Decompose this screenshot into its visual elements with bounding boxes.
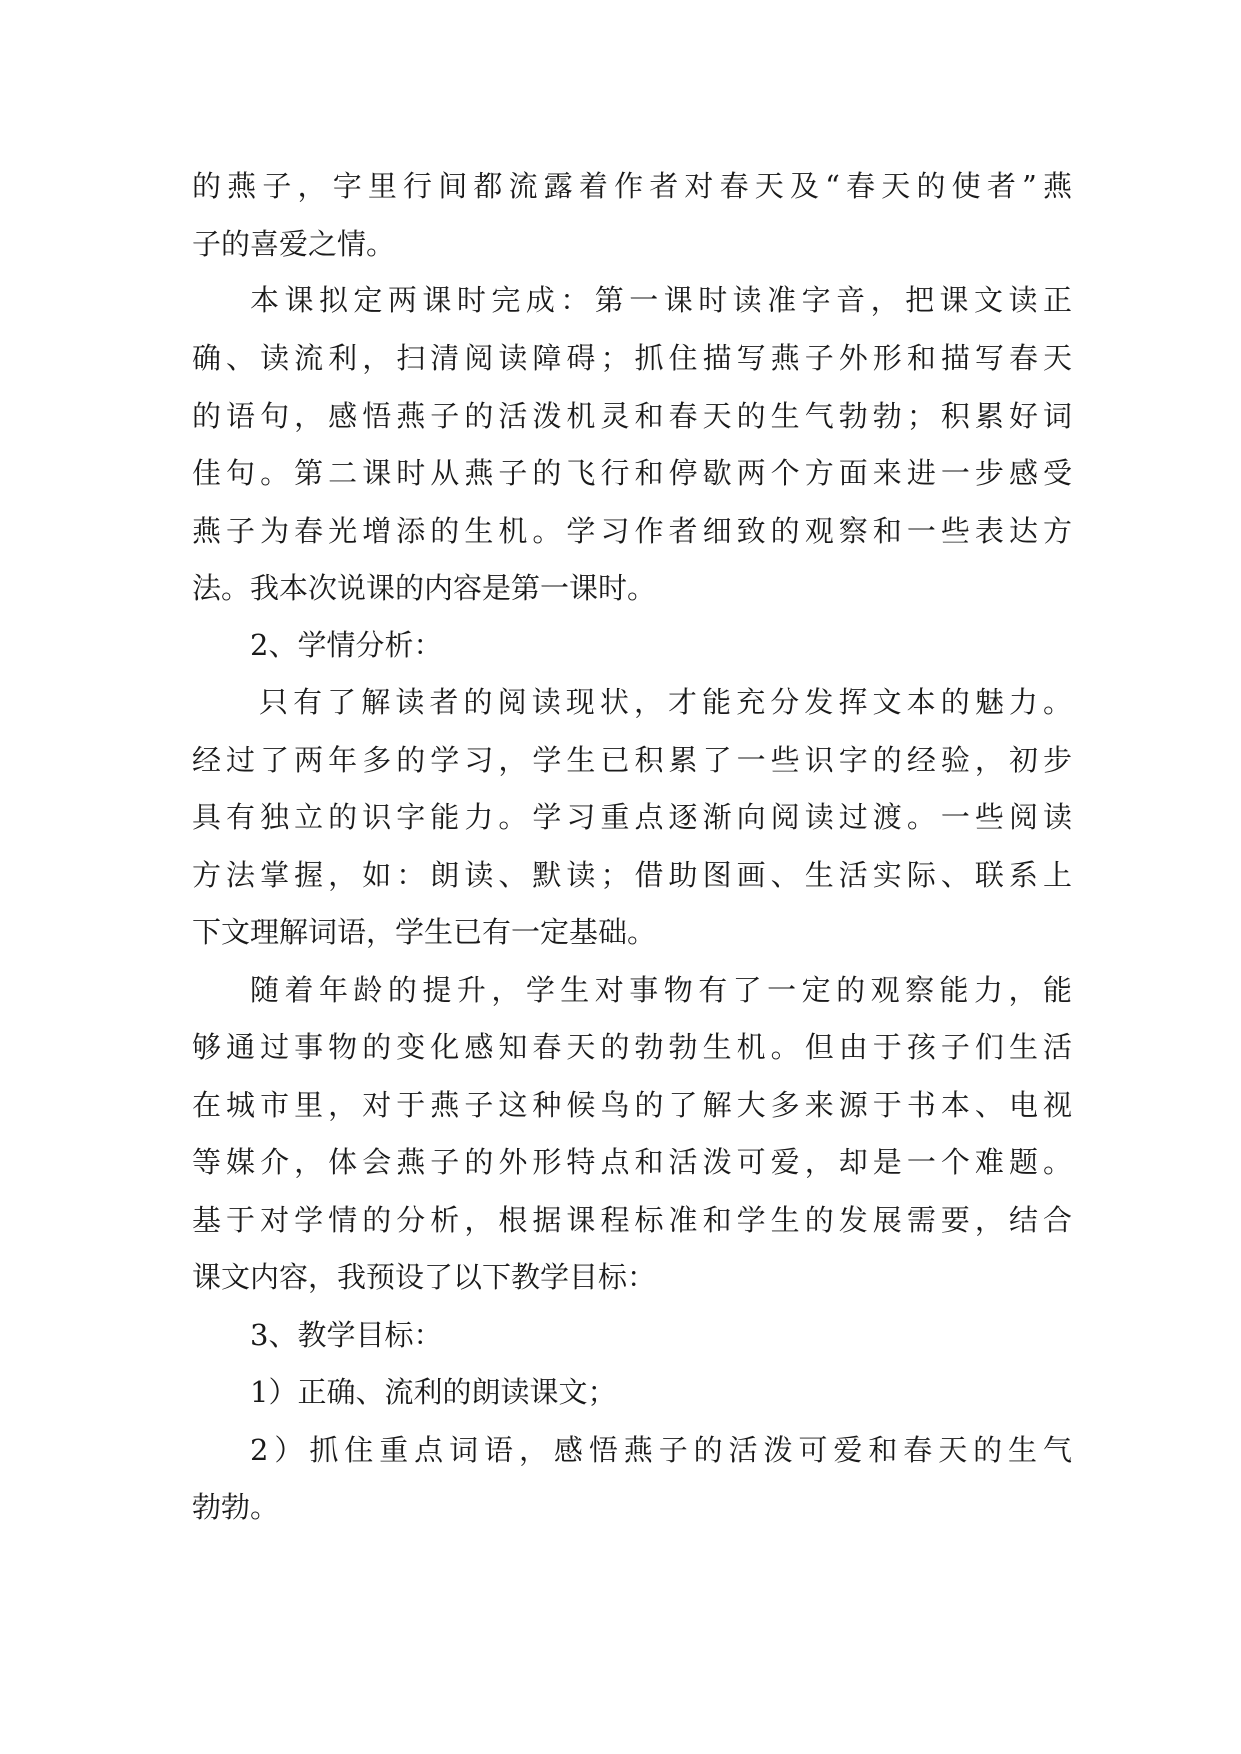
text-line: 等媒介，体会燕子的外形特点和活泼可爱，却是一个难题。 bbox=[192, 1145, 1072, 1179]
list-item: 2）抓住重点词语，感悟燕子的活泼可爱和春天的生气 bbox=[250, 1433, 1072, 1467]
text-line: 经过了两年多的学习，学生已积累了一些识字的经验，初步 bbox=[192, 743, 1072, 777]
text-line: 具有独立的识字能力。学习重点逐渐向阅读过渡。一些阅读 bbox=[192, 800, 1072, 834]
text-line: 的燕子，字里行间都流露着作者对春天及“春天的使者”燕 bbox=[192, 169, 1072, 203]
text-line: 燕子为春光增添的生机。学习作者细致的观察和一些表达方 bbox=[192, 514, 1072, 548]
text-line: 的语句，感悟燕子的活泼机灵和春天的生气勃勃；积累好词 bbox=[192, 399, 1072, 433]
text-line: 确、读流利，扫清阅读障碍；抓住描写燕子外形和描写春天 bbox=[192, 341, 1072, 375]
paragraph-first-line: 本课拟定两课时完成：第一课时读准字音，把课文读正 bbox=[250, 283, 1072, 317]
section-heading: 2、学情分析： bbox=[250, 628, 443, 662]
text-line: 下文理解词语，学生已有一定基础。 bbox=[192, 915, 657, 949]
text-line: 佳句。第二课时从燕子的飞行和停歇两个方面来进一步感受 bbox=[192, 456, 1072, 490]
text-line: 子的喜爱之情。 bbox=[192, 227, 396, 261]
text-line: 方法掌握，如：朗读、默读；借助图画、生活实际、联系上 bbox=[192, 858, 1072, 892]
section-heading: 3、教学目标： bbox=[250, 1318, 443, 1352]
paragraph-first-line: 随着年龄的提升，学生对事物有了一定的观察能力，能 bbox=[250, 973, 1072, 1007]
text-line: 勃勃。 bbox=[192, 1490, 280, 1524]
text-line: 够通过事物的变化感知春天的勃勃生机。但由于孩子们生活 bbox=[192, 1030, 1072, 1064]
text-line: 课文内容，我预设了以下教学目标： bbox=[192, 1260, 657, 1294]
text-line: 法。我本次说课的内容是第一课时。 bbox=[192, 571, 657, 605]
text-line: 在城市里，对于燕子这种候鸟的了解大多来源于书本、电视 bbox=[192, 1088, 1072, 1122]
text-line: 基于对学情的分析，根据课程标准和学生的发展需要，结合 bbox=[192, 1203, 1072, 1237]
list-item: 1）正确、流利的朗读课文； bbox=[250, 1375, 617, 1409]
paragraph-first-line: 只有了解读者的阅读现状，才能充分发挥文本的魅力。 bbox=[259, 685, 1072, 719]
